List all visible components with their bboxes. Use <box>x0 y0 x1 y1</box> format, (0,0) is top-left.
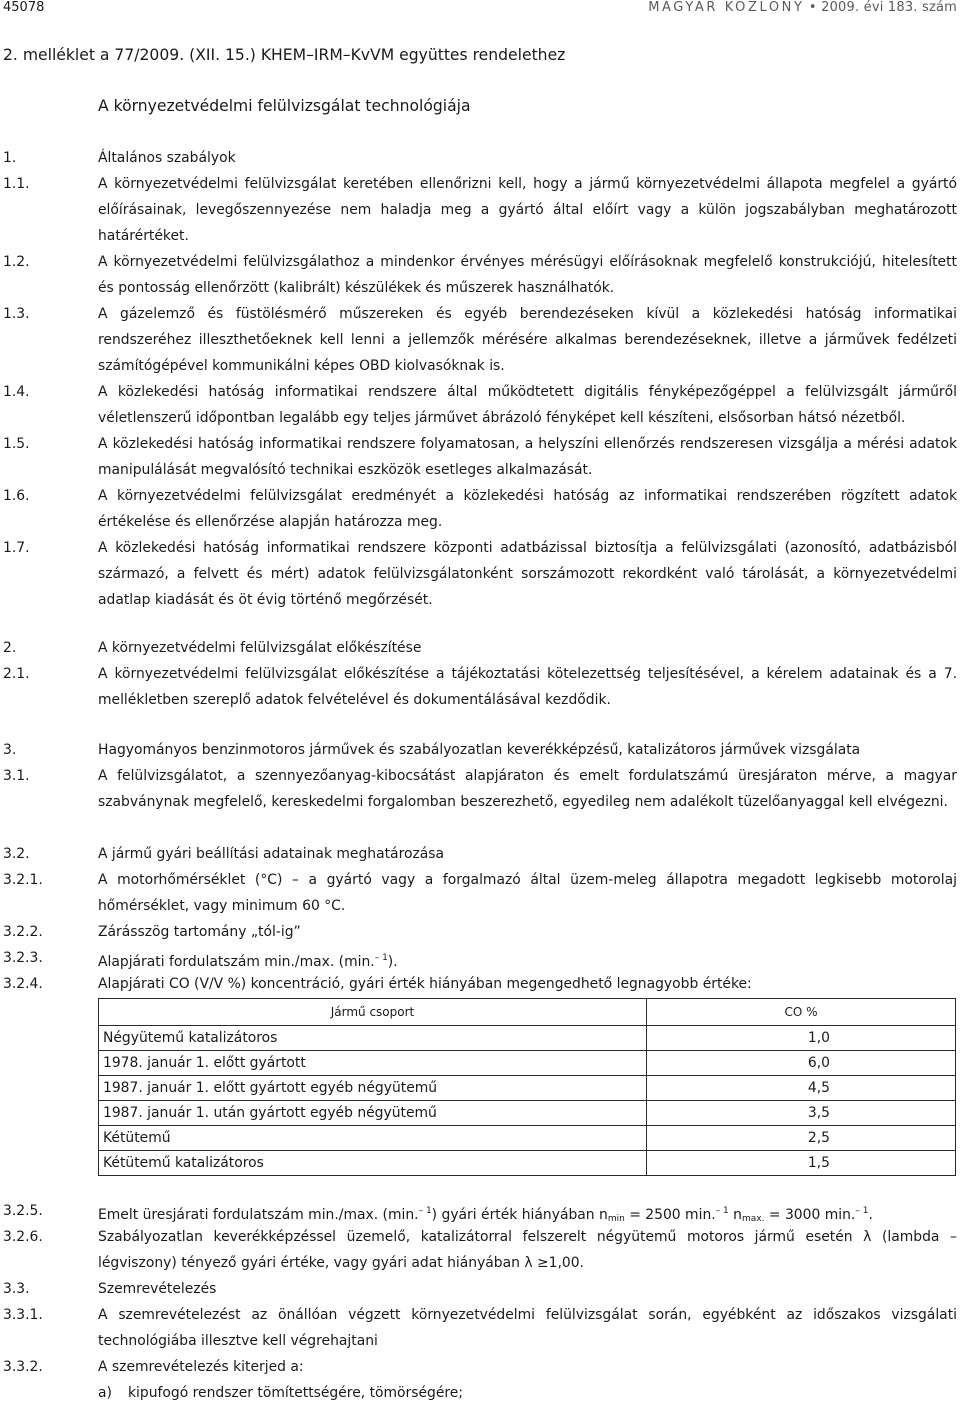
paragraph-1-7 <box>3 535 957 613</box>
table-cell: 1987. január 1. után gyártott egyéb négyütemű <box>99 1101 647 1126</box>
table-cell: Kétütemű <box>99 1126 647 1151</box>
superscript: – 1 <box>855 1206 869 1216</box>
subscript: max. <box>742 1214 765 1224</box>
paragraph-text: A felülvizsgálatot, a szennyezőanyag-kibocsátást alapjáraton és emelt fordulatszámú üresjáraton mérve, a magyar szabványnak megfelelő, kereskedelmi forgalomban beszerezhető, egyedileg nem adalékolt tüzelőanyaggal kell elvégezni. <box>98 768 957 810</box>
table-cell: Kétütemű katalizátoros <box>99 1151 647 1176</box>
paragraph-number: 1.4. <box>3 384 30 400</box>
paragraph-text: Zárásszög tartomány „tól-ig” <box>98 924 301 940</box>
text-run: Alapjárati fordulatszám min./max. (min. <box>98 954 375 970</box>
page-header <box>3 0 957 18</box>
list-item-label: a) <box>98 1385 112 1401</box>
paragraph-1-6 <box>3 483 957 535</box>
paragraph-number: 3.3.2. <box>3 1359 43 1375</box>
paragraph-text: A környezetvédelmi felülvizsgálat eredményét a közlekedési hatóság az informatikai rendszerében rögzített adatok értékelése és ellenőrzése alapján határozza meg. <box>98 488 957 530</box>
paragraph-number: 2.1. <box>3 666 30 682</box>
issue-number: 2009. évi 183. szám <box>821 0 957 15</box>
paragraph-number: 1.5. <box>3 436 30 452</box>
paragraph-number: 3.2.2. <box>3 924 43 940</box>
paragraph-3-2-1 <box>3 867 957 919</box>
paragraph-1-5 <box>3 431 957 483</box>
text-run: = 2500 min. <box>624 1207 716 1223</box>
paragraph-text: Alapjárati CO (V/V %) koncentráció, gyári érték hiányában megengedhető legnagyobb értéke: <box>98 976 752 992</box>
section-title: A környezetvédelmi felülvizsgálat előkészítése <box>98 640 422 656</box>
table-cell: 2,5 <box>647 1126 956 1151</box>
document-title: A környezetvédelmi felülvizsgálat technológiája <box>98 97 471 115</box>
text-run: . <box>868 1207 873 1223</box>
paragraph-3-2 <box>3 841 957 867</box>
section-number: 1. <box>3 150 17 166</box>
paragraph-number: 3.2.1. <box>3 872 43 888</box>
paragraph-text: Szemrevételezés <box>98 1281 217 1297</box>
paragraph-number: 3.2.3. <box>3 950 43 966</box>
page-number: 45078 <box>3 0 45 15</box>
section-number: 2. <box>3 640 17 656</box>
table-row <box>99 1126 956 1151</box>
paragraph-3-2-2 <box>3 919 957 945</box>
paragraph-number: 1.1. <box>3 176 30 192</box>
paragraph-text-line-1: Szabályozatlan keverékképzéssel üzemelő, katalizátorral felszerelt négyütemű motoros jármű esetén λ (lambda – <box>98 1229 957 1245</box>
paragraph-1-3 <box>3 301 957 379</box>
list-item-a <box>3 1380 957 1406</box>
table-row <box>99 1101 956 1126</box>
paragraph-number: 3.2. <box>3 846 30 862</box>
journal-info <box>648 0 957 15</box>
paragraph-1-1 <box>3 171 957 249</box>
co-limits-table <box>98 998 956 1176</box>
table-cell: 1978. január 1. előtt gyártott <box>99 1051 647 1076</box>
section-heading-3 <box>3 737 861 763</box>
paragraph-1-4 <box>3 379 957 431</box>
paragraph-text: A motorhőmérséklet (°C) – a gyártó vagy a forgalmazó által üzem-meleg állapotra megadott legkisebb motorolaj hőmérséklet, vagy minimum 60 °C. <box>98 872 957 914</box>
paragraph-number: 3.1. <box>3 768 30 784</box>
list-item-text: kipufogó rendszer tömítettségére, tömörségére; <box>128 1385 464 1401</box>
paragraph-3-3 <box>3 1276 957 1302</box>
table-cell: 6,0 <box>647 1051 956 1076</box>
text-run: = 3000 min. <box>764 1207 856 1223</box>
table-row <box>99 1076 956 1101</box>
paragraph-text: A környezetvédelmi felülvizsgálathoz a mindenkor érvényes mérésügyi előírásoknak megfelelő konstrukciójú, hitelesített és pontosság ellenőrzött (kalibrált) készülékek és műszerek használhatók. <box>98 254 957 296</box>
paragraph-text: A környezetvédelmi felülvizsgálat keretében ellenőrizni kell, hogy a jármű környezetvédelmi állapota megfelel a gyártó előírásainak, levegőszennyezése nem haladja meg a gyártó által előírt vagy a külön jogszabályban meghatározott határértéket. <box>98 176 957 244</box>
paragraph-text-line-2: légviszony) tényező gyári értéke, vagy gyári adat hiányában λ ≥1,00. <box>98 1255 584 1271</box>
text-run: ). <box>387 954 398 970</box>
paragraph-text: A gázelemző és füstölésmérő műszereken és egyéb berendezéseken kívül a közlekedési hatóság informatikai rendszeréhez illeszthetőeknek kell lenni a jellemzők mérésére alkalmas berendezéseknek, illetve a járművek fedélzeti számítógépével kommunikálni képes OBD kiolvasóknak is. <box>98 306 957 374</box>
paragraph-text: A szemrevételezés kiterjed a: <box>98 1359 304 1375</box>
table-cell: 4,5 <box>647 1076 956 1101</box>
paragraph-3-2-6 <box>3 1224 957 1276</box>
annex-line: 2. melléklet a 77/2009. (XII. 15.) KHEM–IRM–KvVM együttes rendelethez <box>3 46 566 64</box>
table-row <box>99 1051 956 1076</box>
paragraph-3-3-1 <box>3 1302 957 1354</box>
paragraph-number: 3.3.1. <box>3 1307 43 1323</box>
paragraph-number: 1.3. <box>3 306 30 322</box>
paragraph-text: A jármű gyári beállítási adatainak meghatározása <box>98 846 445 862</box>
table-header-row <box>99 999 956 1026</box>
table-cell: 3,5 <box>647 1101 956 1126</box>
table-cell: 1987. január 1. előtt gyártott egyéb négyütemű <box>99 1076 647 1101</box>
table-cell: 1,0 <box>647 1026 956 1051</box>
paragraph-number: 3.2.4. <box>3 976 43 992</box>
table-row <box>99 1151 956 1176</box>
subscript: min <box>607 1214 625 1224</box>
table-cell: Négyütemű katalizátoros <box>99 1026 647 1051</box>
paragraph-number: 3.2.5. <box>3 1203 43 1219</box>
column-header-co-percent: CO % <box>647 999 956 1026</box>
column-header-vehicle-group: Jármű csoport <box>99 999 647 1026</box>
paragraph-3-2-4 <box>3 971 957 997</box>
paragraph-text: A környezetvédelmi felülvizsgálat előkészítése a tájékoztatási kötelezettség teljesítésével, a kérelem adatainak és a 7. mellékletben szereplő adatok felvételével és dokumentálásával kezdődik. <box>98 666 957 708</box>
paragraph-number: 1.2. <box>3 254 30 270</box>
paragraph-text: A közlekedési hatóság informatikai rendszere központi adatbázissal biztosítja a felülvizsgálati (azonosító, adatbázisból származó, a felvett és mért) adatok felülvizsgálatonként sorszámozott rekordként való tárolását, a környezetvédelmi adatlap kiadását és öt évig történő megőrzését. <box>98 540 957 608</box>
table-cell: 1,5 <box>647 1151 956 1176</box>
section-heading-1 <box>3 145 236 171</box>
paragraph-text: A közlekedési hatóság informatikai rendszere által működtetett digitális fényképezőgéppel a felülvizsgált járműről véletlenszerű időpontban legalább egy teljes járművet ábrázoló fényképet kell készíteni, elsősorban hátsó nézetből. <box>98 384 957 426</box>
paragraph-number: 1.7. <box>3 540 30 556</box>
journal-name: MAGYAR KÖZLÖNY <box>648 0 805 15</box>
section-heading-2 <box>3 635 422 661</box>
section-title: Hagyományos benzinmotoros járművek és szabályozatlan keverékképzésű, katalizátoros járművek vizsgálata <box>98 742 861 758</box>
paragraph-number: 1.6. <box>3 488 30 504</box>
table-row <box>99 1026 956 1051</box>
superscript: – 1 <box>418 1206 432 1216</box>
paragraph-text: A közlekedési hatóság informatikai rendszere folyamatosan, a helyszíni ellenőrzés rendszeresen vizsgálja a mérési adatok manipulálását megvalósító technikai eszközök esetleges alkalmazását. <box>98 436 957 478</box>
text-run: ) gyári érték hiányában n <box>431 1207 608 1223</box>
paragraph-2-1 <box>3 661 957 713</box>
section-number: 3. <box>3 742 17 758</box>
superscript: – 1 <box>374 953 388 963</box>
superscript: – 1 <box>715 1206 729 1216</box>
paragraph-number: 3.3. <box>3 1281 30 1297</box>
paragraph-text: A szemrevételezést az önállóan végzett környezetvédelmi felülvizsgálat során, egyébként az időszakos vizsgálati technológiába illesztve kell végrehajtani <box>98 1307 957 1349</box>
paragraph-number: 3.2.6. <box>3 1229 43 1245</box>
paragraph-1-2 <box>3 249 957 301</box>
paragraph-3-3-2 <box>3 1354 957 1380</box>
bullet-separator: • <box>808 0 817 15</box>
text-run: n <box>728 1207 742 1223</box>
text-run: Emelt üresjárati fordulatszám min./max. (min. <box>98 1207 419 1223</box>
section-title: Általános szabályok <box>98 150 236 166</box>
paragraph-3-1 <box>3 763 957 815</box>
